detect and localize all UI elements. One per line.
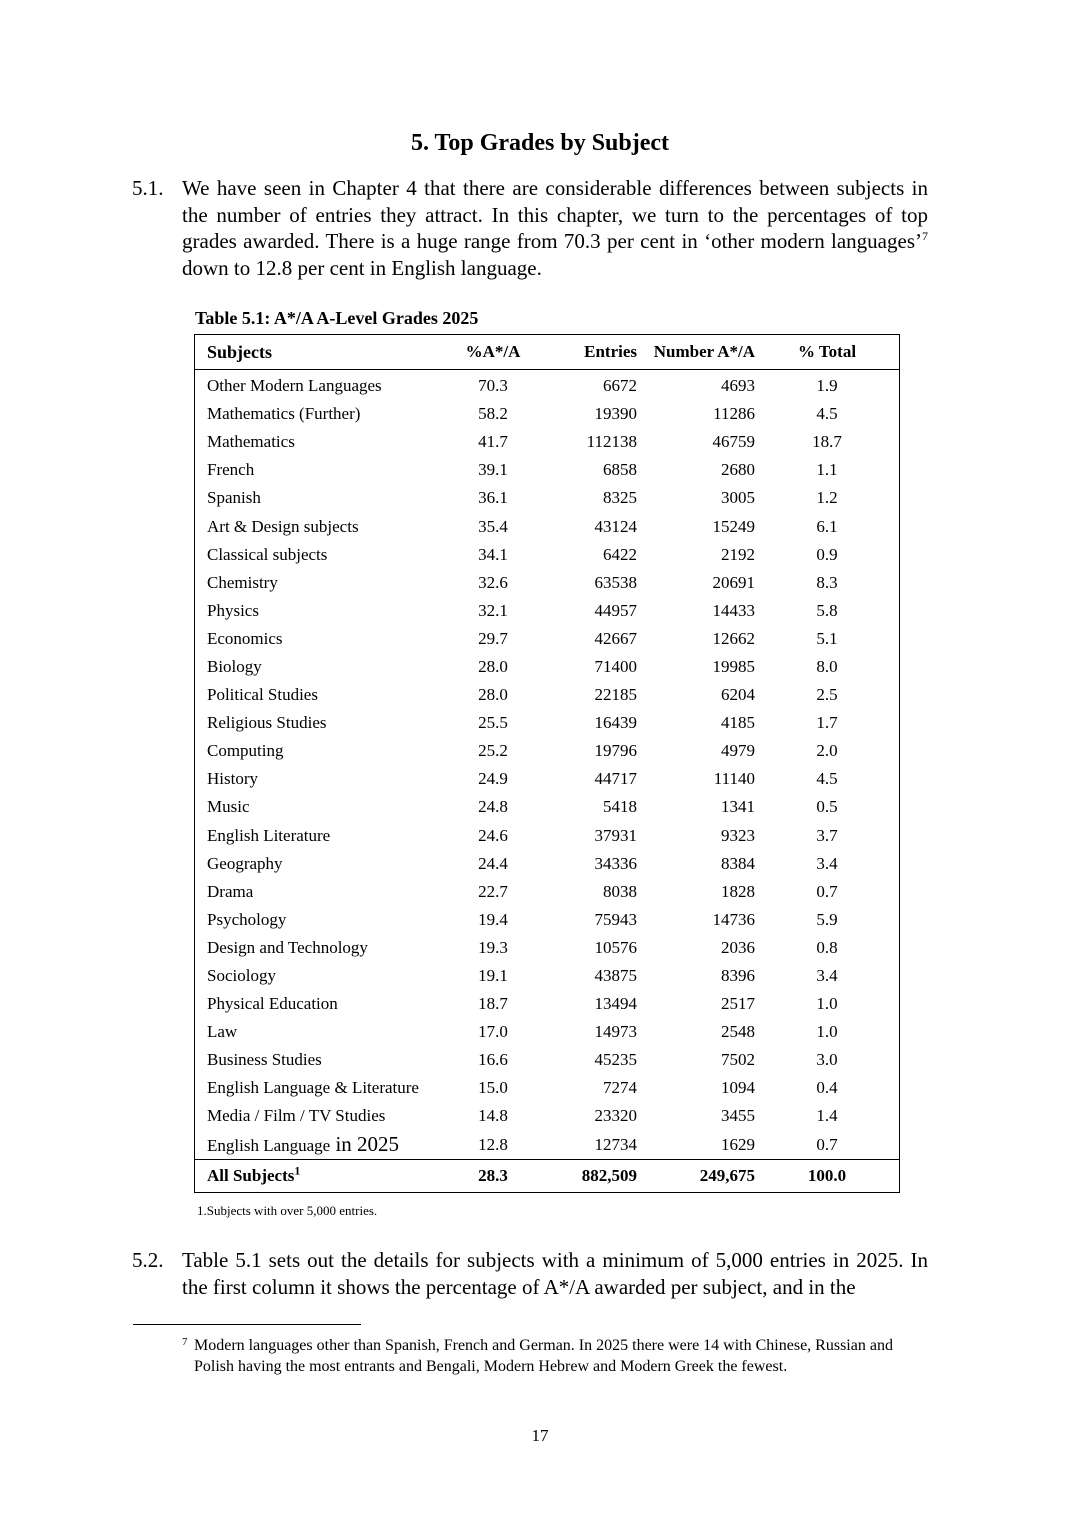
cell-pct: 36.1: [478, 488, 508, 508]
cell-subject: English Language & Literature: [207, 1078, 419, 1098]
cell-entries: 71400: [594, 656, 637, 676]
cell-total: 1.4: [816, 1106, 838, 1126]
cell-number: 8384: [721, 853, 755, 873]
cell-subject: Political Studies: [207, 685, 318, 705]
totals-number: 249,675: [637, 1159, 755, 1192]
cell-subject: Design and Technology: [207, 937, 368, 957]
cell-pct: 70.3: [478, 376, 508, 396]
cell-entries: 16439: [594, 713, 637, 733]
cell-number: 2192: [721, 544, 755, 564]
cell-subject: Sociology: [207, 966, 276, 986]
table-row: [195, 541, 900, 569]
cell-entries: 63538: [594, 572, 637, 592]
cell-total: 1.0: [816, 994, 838, 1014]
totals-pct: 28.3: [459, 1159, 527, 1192]
cell-total: 3.7: [816, 825, 838, 845]
cell-total: 5.8: [816, 600, 838, 620]
cell-number: 1828: [721, 881, 755, 901]
table-note: 1.Subjects with over 5,000 entries.: [197, 1203, 378, 1218]
cell-pct: 32.6: [478, 572, 508, 592]
cell-total: 1.7: [816, 713, 838, 733]
cell-number: 4185: [721, 713, 755, 733]
cell-subject: Religious Studies: [207, 713, 327, 733]
cell-subject: [195, 1131, 460, 1160]
table-row: [195, 370, 900, 401]
cell-entries: 7274: [603, 1078, 637, 1098]
cell-pct: 16.6: [478, 1050, 508, 1070]
cell-total: 6.1: [816, 516, 838, 536]
cell-total: 1.2: [816, 488, 838, 508]
cell-entries: 8038: [603, 881, 637, 901]
cell-entries: 44717: [594, 769, 637, 789]
cell-total: 0.9: [816, 544, 838, 564]
header-pct-total: % Total: [755, 335, 900, 370]
cell-pct: 25.5: [478, 713, 508, 733]
cell-number: 1094: [721, 1078, 755, 1098]
table-row: [195, 484, 900, 512]
cell-number: 20691: [712, 572, 755, 592]
cell-total: 4.5: [816, 769, 838, 789]
cell-entries: 45235: [594, 1050, 637, 1070]
header-entries: Entries: [527, 335, 637, 370]
cell-number: 2036: [721, 937, 755, 957]
cell-number: 1629: [721, 1134, 755, 1154]
paragraph-5-1: [132, 175, 928, 281]
cell-entries: 12734: [594, 1134, 637, 1154]
cell-total: 1.9: [816, 376, 838, 396]
cell-number: 12662: [712, 628, 755, 648]
cell-entries: 75943: [594, 909, 637, 929]
table-row: [195, 850, 900, 878]
cell-total: 0.4: [816, 1078, 838, 1098]
footnote-divider: [133, 1324, 361, 1325]
paragraph-5-2: [132, 1247, 928, 1300]
cell-entries: 37931: [594, 825, 637, 845]
cell-number: 8396: [721, 966, 755, 986]
cell-subject: Business Studies: [207, 1050, 322, 1070]
table-row: [195, 1018, 900, 1046]
table-row: [195, 1131, 900, 1160]
footnote-mark: 7: [182, 1336, 188, 1348]
cell-entries: 5418: [603, 797, 637, 817]
table-row: [195, 1046, 900, 1074]
totals-entries: 882,509: [527, 1159, 637, 1192]
cell-number: 1341: [721, 797, 755, 817]
cell-number: 15249: [712, 516, 755, 536]
table-body: [195, 370, 900, 1160]
table-totals-row: [195, 1159, 900, 1192]
cell-pct: 22.7: [478, 881, 508, 901]
cell-number: 4693: [721, 376, 755, 396]
page-number: 17: [531, 1426, 549, 1445]
cell-entries: 112138: [586, 432, 637, 452]
cell-entries: 6672: [603, 376, 637, 396]
table-row: [195, 1074, 900, 1102]
cell-pct: 18.7: [478, 994, 508, 1014]
cell-number: 3455: [721, 1106, 755, 1126]
cell-number: 46759: [712, 432, 755, 452]
table-header-row: [195, 335, 900, 370]
paragraph-text: Table 5.1 sets out the details for subjects with a minimum of 5,000 entries in 2025. In the first column it shows the percentage of A*/A awarded per subject, and in the: [182, 1248, 928, 1299]
table-row: [195, 990, 900, 1018]
cell-number: 3005: [721, 488, 755, 508]
table-row: [195, 625, 900, 653]
paragraph-text: [182, 175, 928, 281]
table-row: [195, 765, 900, 793]
cell-entries: 10576: [594, 937, 637, 957]
cell-number: 2680: [721, 460, 755, 480]
cell-subject: Biology: [207, 656, 262, 676]
cell-pct: 39.1: [478, 460, 508, 480]
cell-subject: Computing: [207, 741, 284, 761]
header-subjects: Subjects: [195, 335, 460, 370]
cell-subject: Law: [207, 1022, 238, 1042]
cell-total: 5.9: [816, 909, 838, 929]
table-row: [195, 878, 900, 906]
cell-number: 2548: [721, 1022, 755, 1042]
cell-number: 11140: [713, 769, 755, 789]
cell-entries: 42667: [594, 628, 637, 648]
cell-total: 5.1: [816, 628, 838, 648]
paragraph-number: 5.2.: [132, 1248, 164, 1272]
cell-pct: 24.9: [478, 769, 508, 789]
cell-number: 14736: [712, 909, 755, 929]
cell-total: 0.8: [816, 937, 838, 957]
cell-pct: 25.2: [478, 741, 508, 761]
cell-entries: 8325: [603, 488, 637, 508]
table-row: [195, 456, 900, 484]
cell-subject: Chemistry: [207, 572, 278, 592]
table-row: [195, 428, 900, 456]
grades-table: [194, 334, 900, 1193]
cell-pct: 41.7: [478, 432, 508, 452]
cell-total: 3.4: [816, 853, 838, 873]
cell-subject: Art & Design subjects: [207, 516, 359, 536]
cell-pct: 19.1: [478, 966, 508, 986]
cell-total: 8.3: [816, 572, 838, 592]
cell-total: 0.5: [816, 797, 838, 817]
cell-pct: 35.4: [478, 516, 508, 536]
totals-label: [195, 1159, 460, 1192]
paragraph-number: 5.1.: [132, 176, 164, 200]
cell-number: 7502: [721, 1050, 755, 1070]
cell-number: 4979: [721, 741, 755, 761]
table-row: [195, 793, 900, 821]
cell-subject: Psychology: [207, 909, 287, 929]
cell-total: 0.7: [816, 1134, 838, 1154]
cell-entries: 6422: [603, 544, 637, 564]
table-row: [195, 569, 900, 597]
table-row: [195, 962, 900, 990]
footnote: [182, 1335, 928, 1377]
cell-number: 2517: [721, 994, 755, 1014]
cell-pct: 19.4: [478, 909, 508, 929]
cell-subject: Physics: [207, 600, 259, 620]
cell-pct: 15.0: [478, 1078, 508, 1098]
cell-subject: Mathematics: [207, 432, 295, 452]
cell-subject: Music: [207, 797, 250, 817]
totals-subject: All Subjects: [207, 1165, 295, 1185]
paragraph-text-before: We have seen in Chapter 4 that there are considerable differences between subjects in the number of entries they attract. In this chapter, we turn to the percentages of top grades awarded. There is a huge range from 70.3 per cent in ‘other modern languages’: [182, 176, 928, 253]
cell-pct: 24.8: [478, 797, 508, 817]
totals-total: 100.0: [755, 1159, 900, 1192]
cell-pct: 19.3: [478, 937, 508, 957]
cell-number: 19985: [712, 656, 755, 676]
footnote-text: Modern languages other than Spanish, French and German. In 2025 there were 14 with Chinese, Russian and Polish having the most entrants and Bengali, Modern Hebrew and Modern Greek the fewest.: [194, 1337, 893, 1375]
table-row: [195, 400, 900, 428]
subject-text: English Language: [207, 1136, 331, 1156]
cell-entries: 6858: [603, 460, 637, 480]
cell-entries: 22185: [594, 685, 637, 705]
cell-pct: 14.8: [478, 1106, 508, 1126]
table-row: [195, 822, 900, 850]
table-row: [195, 934, 900, 962]
cell-number: 9323: [721, 825, 755, 845]
cell-subject: Economics: [207, 628, 283, 648]
cell-entries: 19796: [594, 741, 637, 761]
table-row: [195, 709, 900, 737]
cell-pct: 58.2: [478, 404, 508, 424]
table-row: [195, 681, 900, 709]
cell-pct: 24.4: [478, 853, 508, 873]
table-row: [195, 737, 900, 765]
cell-subject: History: [207, 769, 258, 789]
table-row: [195, 597, 900, 625]
cell-subject: English Literature: [207, 825, 331, 845]
header-number-astar-a: Number A*/A: [637, 335, 755, 370]
cell-entries: 44957: [594, 600, 637, 620]
cell-pct: 29.7: [478, 628, 508, 648]
cell-total: 3.4: [816, 966, 838, 986]
cell-subject: Classical subjects: [207, 544, 328, 564]
cell-total: 8.0: [816, 656, 838, 676]
cell-total: 1.0: [816, 1022, 838, 1042]
cell-subject: Other Modern Languages: [207, 376, 382, 396]
footnote-reference[interactable]: 7: [922, 229, 928, 243]
cell-subject: Spanish: [207, 488, 261, 508]
header-pct-astar-a: %A*/A: [459, 335, 527, 370]
cell-entries: 14973: [594, 1022, 637, 1042]
subject-suffix: in 2025: [330, 1132, 400, 1157]
table-row: [195, 906, 900, 934]
cell-pct: 17.0: [478, 1022, 508, 1042]
cell-pct: 12.8: [478, 1134, 508, 1154]
cell-pct: 24.6: [478, 825, 508, 845]
cell-subject: French: [207, 460, 255, 480]
cell-pct: 28.0: [478, 685, 508, 705]
table-row: [195, 512, 900, 540]
cell-subject: Geography: [207, 853, 283, 873]
cell-number: 6204: [721, 685, 755, 705]
table-row: [195, 653, 900, 681]
table-row: [195, 1102, 900, 1130]
table-caption: Table 5.1: A*/A A-Level Grades 2025: [195, 308, 479, 328]
section-heading: 5. Top Grades by Subject: [410, 130, 670, 156]
cell-total: 2.0: [816, 741, 838, 761]
cell-entries: 13494: [594, 994, 637, 1014]
cell-pct: 32.1: [478, 600, 508, 620]
cell-entries: 43124: [594, 516, 637, 536]
cell-total: 2.5: [816, 685, 838, 705]
cell-entries: 19390: [594, 404, 637, 424]
cell-total: 3.0: [816, 1050, 838, 1070]
table-note-reference: 1: [294, 1162, 301, 1177]
cell-subject: Physical Education: [207, 994, 338, 1014]
cell-number: 11286: [713, 404, 755, 424]
cell-subject: Mathematics (Further): [207, 404, 361, 424]
cell-pct: 28.0: [478, 656, 508, 676]
cell-total: 4.5: [816, 404, 838, 424]
cell-number: 14433: [712, 600, 755, 620]
cell-total: 1.1: [816, 460, 838, 480]
cell-entries: 43875: [594, 966, 637, 986]
paragraph-text-after: down to 12.8 per cent in English language.: [182, 255, 542, 280]
cell-total: 18.7: [812, 432, 842, 452]
cell-pct: 34.1: [478, 544, 508, 564]
cell-entries: 34336: [594, 853, 637, 873]
cell-entries: 23320: [594, 1106, 637, 1126]
cell-total: 0.7: [816, 881, 838, 901]
cell-subject: Drama: [207, 881, 254, 901]
cell-subject: Media / Film / TV Studies: [207, 1106, 386, 1126]
